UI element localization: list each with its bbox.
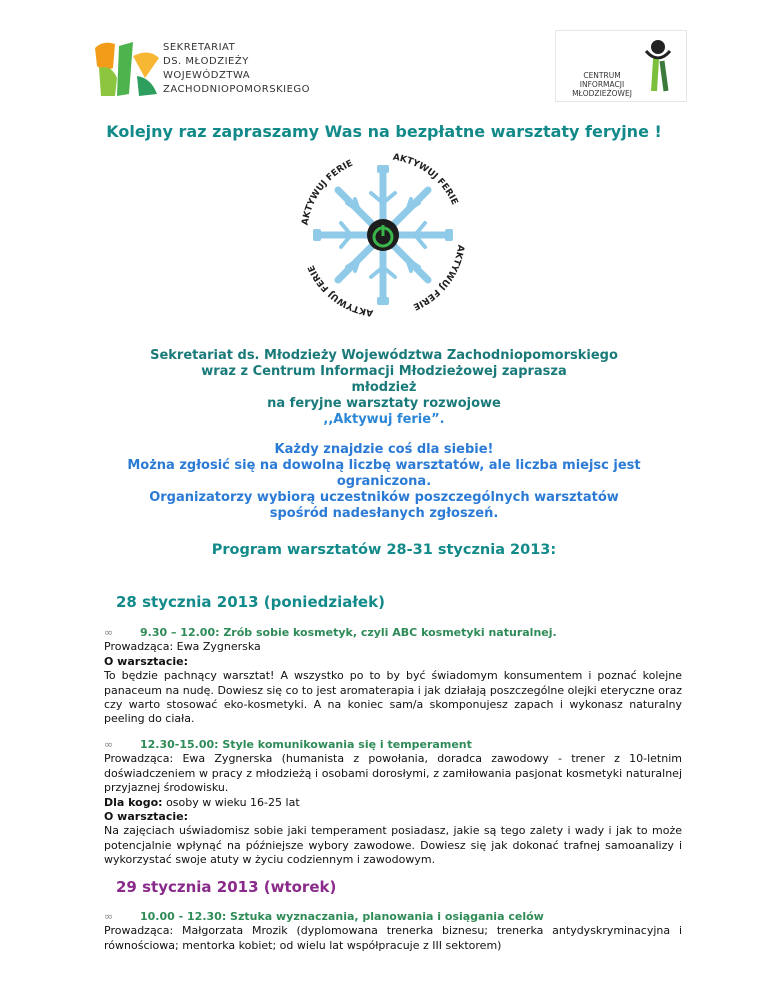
infinity-bullet-icon: ∞ (104, 738, 114, 751)
session-title (104, 910, 682, 924)
info-line: Organizatorzy wybiorą uczestników poszczególnych warsztatów (149, 490, 619, 505)
ring-text (411, 244, 465, 311)
session (104, 626, 682, 727)
ring-text-segment: AKTYWUJ FERIE (411, 244, 466, 312)
logo-sekretariat-line: ZACHODNIOPOMORSKIEGO (163, 84, 311, 95)
day-heading: 28 stycznia 2013 (poniedziałek) (116, 593, 385, 611)
logo-sekretariat-text (163, 41, 310, 97)
page-headline: Kolejny raz zapraszamy Was na bezpłatne warsztaty feryjne ! (106, 122, 662, 141)
day-heading: 29 stycznia 2013 (wtorek) (116, 878, 337, 896)
info-line: ograniczona. (336, 474, 432, 489)
logo-sekretariat-emblem (93, 38, 163, 98)
info-block (0, 442, 768, 522)
session-audience (104, 796, 682, 810)
ring-text (301, 159, 355, 226)
logo-cim-line: INFORMACJI (579, 80, 625, 89)
ring-text (392, 153, 459, 207)
organizer-intro-line: wraz z Centrum Informacji Młodzieżowej zaprasza (201, 364, 567, 379)
info-line: Można zgłosić się na dowolną liczbę warsztatów, ale liczba miejsc jest (127, 458, 641, 473)
infinity-bullet-icon: ∞ (104, 626, 114, 639)
session-title-text: 9.30 – 12.00: Zrób sobie kosmetyk, czyli ABC kosmetyki naturalnej. (140, 626, 557, 639)
organizer-intro-line: Sekretariat ds. Młodzieży Województwa Zachodniopomorskiego (150, 348, 618, 363)
session-description: Na zajęciach uświadomisz sobie jaki temperament posiadasz, jakie są tego zalety i wady i jak to może potencjalnie wpłynąć na późniejsze wybory zawodowe. Dowiesz się jak dokonać trafnej samoanalizy i wykorzystać swoje atuty w życiu codziennym i zawodowym. (104, 824, 682, 867)
aktywuj-ferie-snowflake-logo (283, 153, 483, 318)
for-whom-label: Dla kogo: (104, 795, 163, 809)
session (104, 910, 682, 953)
for-whom-value: osoby w wieku 16-25 lat (166, 795, 300, 809)
logo-cim-text (562, 71, 642, 98)
ring-text (307, 263, 374, 317)
session-host: Prowadząca: Ewa Zygnerska (104, 640, 261, 654)
ring-text-segment: AKTYWUJ FERIE (392, 153, 460, 207)
organizer-intro (0, 348, 768, 428)
logo-sekretariat-line: SEKRETARIAT (163, 42, 236, 53)
logo-sekretariat-line: WOJEWÓDZTWA (163, 70, 251, 81)
ring-text-segment: AKTYWUJ FERIE (300, 158, 355, 226)
about-label: O warsztacie: (104, 810, 188, 824)
session-title (104, 626, 682, 640)
session-host: Prowadząca: Ewa Zygnerska (humanista z powołania, doradca zawodowy - trener z 10-letnim doświadczeniem w pracy z młodzieżą i osobami dorosłymi, z zamiłowania pasjonat kosmetyki naturalnej przyjaznej środowisku. (104, 752, 682, 795)
organizer-intro-line: młodzież (351, 380, 417, 395)
about-label: O warsztacie: (104, 654, 188, 668)
session-title-text: 10.00 - 12.30: Sztuka wyznaczania, planowania i osiągania celów (140, 910, 544, 923)
session-host: Prowadząca: Małgorzata Mrozik (dyplomowana trenerka biznesu; trenerka antydyskryminacyjna i równościowa; mentorka kobiet; od wielu lat współpracuje z III sektorem) (104, 924, 682, 952)
logo-cim-line: CENTRUM (583, 71, 621, 80)
logo-cim-line: MŁODZIEŻOWEJ (572, 89, 632, 98)
logo-sekretariat-line: DS. MŁODZIEŻY (163, 56, 249, 67)
session (104, 738, 682, 868)
info-line: spośród nadesłanych zgłoszeń. (269, 506, 499, 521)
session-title (104, 738, 682, 752)
ring-text-segment: AKTYWUJ FERIE (306, 263, 374, 318)
infinity-bullet-icon: ∞ (104, 910, 114, 923)
logo-cim (555, 30, 687, 102)
organizer-intro-line: na feryjne warsztaty rozwojowe (267, 396, 501, 411)
event-name: ,,Aktywuj ferie”. (323, 412, 445, 427)
session-title-text: 12.30-15.00: Style komunikowania się i temperament (140, 738, 472, 751)
info-line: Każdy znajdzie coś dla siebie! (274, 442, 494, 457)
program-title: Program warsztatów 28-31 stycznia 2013: (211, 542, 557, 558)
session-description: To będzie pachnący warsztat! A wszystko po to by być świadomym konsumentem i poznać kolejne panaceum na nudę. Dowiesz się co to jest aromaterapia i jak działają poszczególne olejki eteryczne oraz czy warto stosować eko-kosmetyki. A na koniec sam/a skomponujesz zapach i wykonasz naturalny peeling do ciała. (104, 669, 682, 726)
